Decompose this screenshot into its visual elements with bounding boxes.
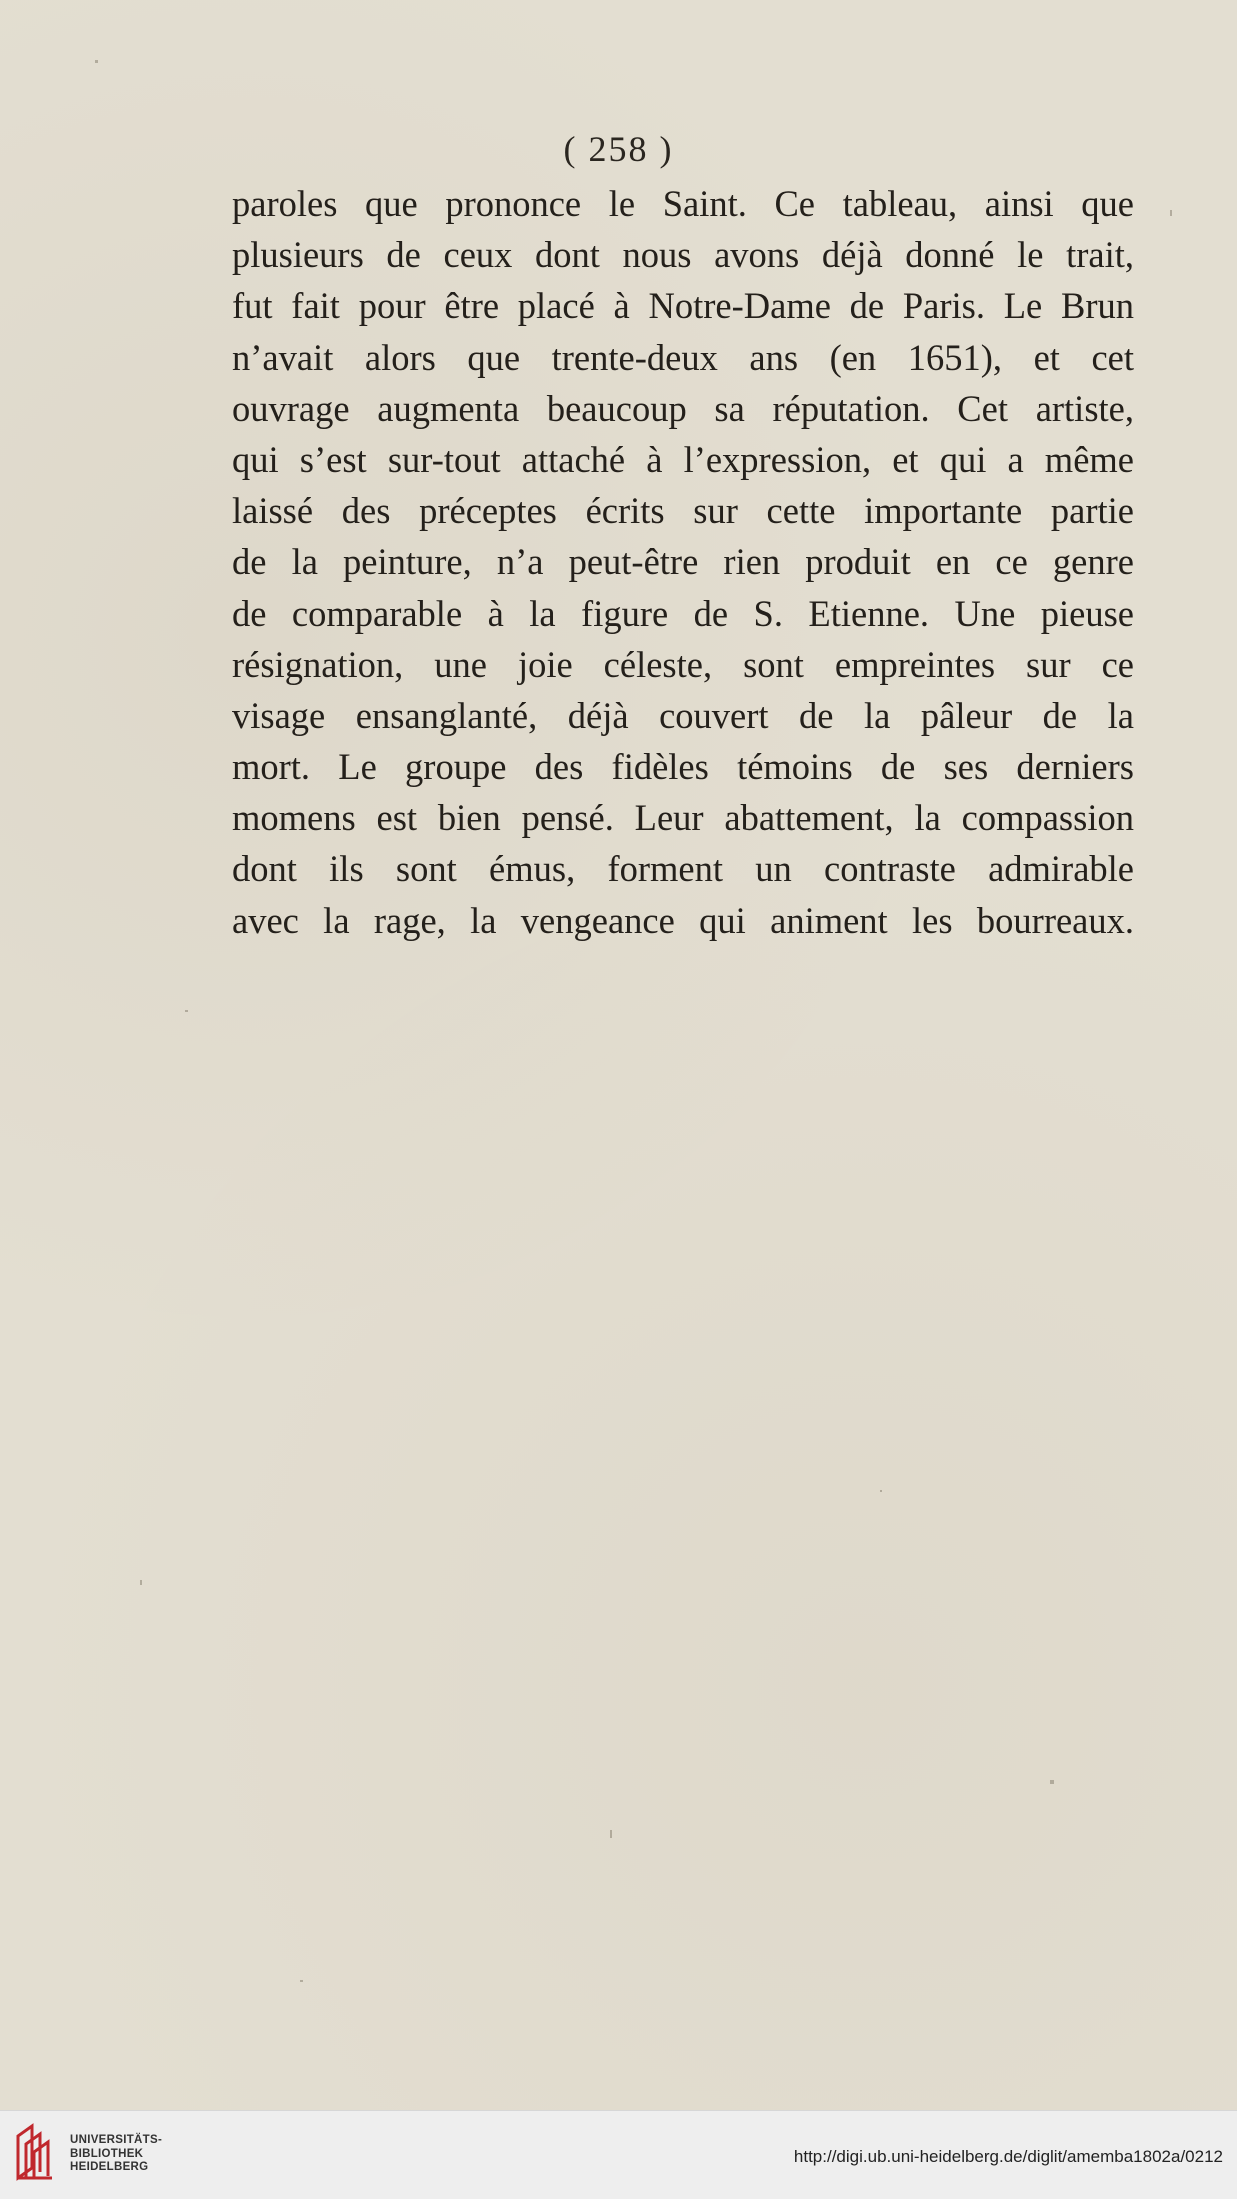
paper-speck bbox=[95, 60, 98, 63]
text-line: plusieurs de ceux dont nous avons déjà donné le trait, bbox=[232, 234, 1134, 276]
library-name-line: HEIDELBERG bbox=[70, 2161, 149, 2173]
text-line: visage ensanglanté, déjà couvert de la pâleur de la bbox=[232, 694, 1134, 736]
paper-speck bbox=[300, 1980, 303, 1982]
text-line: mort. Le groupe des fidèles témoins de ses derniers bbox=[232, 746, 1134, 788]
ub-heidelberg-logo-icon[interactable] bbox=[12, 2122, 60, 2182]
text-line: de la peinture, n’a peut-être rien produit en ce genre bbox=[232, 541, 1134, 583]
library-name-line: BIBLIOTHEK bbox=[70, 2147, 144, 2160]
text-line: laissé des préceptes écrits sur cette importante partie bbox=[232, 490, 1134, 532]
page-number: ( 258 ) bbox=[563, 129, 674, 169]
text-line: n’avait alors que trente-deux ans (en 1651), et cet bbox=[232, 336, 1134, 378]
paper-speck bbox=[140, 1580, 142, 1585]
text-line: fut fait pour être placé à Notre-Dame de Paris. Le Brun bbox=[232, 285, 1134, 327]
text-line: ouvrage augmenta beaucoup sa réputation. Cet artiste, bbox=[232, 387, 1134, 429]
paper-speck bbox=[1050, 1780, 1054, 1784]
library-name-line: UNIVERSITÄTS- bbox=[70, 2134, 163, 2146]
body-text bbox=[232, 178, 1134, 946]
paper-speck bbox=[1170, 210, 1172, 216]
text-line: dont ils sont émus, forment un contraste admirable bbox=[232, 848, 1134, 890]
paper-speck bbox=[610, 1830, 612, 1838]
text-line: momens est bien pensé. Leur abattement, la compassion bbox=[232, 797, 1134, 839]
text-line: paroles que prononce le Saint. Ce tableau, ainsi que bbox=[232, 183, 1134, 224]
text-line: avec la rage, la vengeance qui animent les bourreaux. bbox=[232, 899, 1134, 941]
paper-speck bbox=[185, 1010, 188, 1012]
text-line: résignation, une joie céleste, sont empreintes sur ce bbox=[232, 643, 1134, 685]
paper-speck bbox=[880, 1490, 882, 1492]
text-line: de comparable à la figure de S. Etienne. Une pieuse bbox=[232, 592, 1134, 634]
text-line: qui s’est sur-tout attaché à l’expression, et qui a même bbox=[232, 438, 1134, 480]
source-url-link[interactable]: http://digi.ub.uni-heidelberg.de/diglit/amemba1802a/0212 bbox=[793, 2147, 1223, 2166]
library-name bbox=[70, 2134, 162, 2175]
